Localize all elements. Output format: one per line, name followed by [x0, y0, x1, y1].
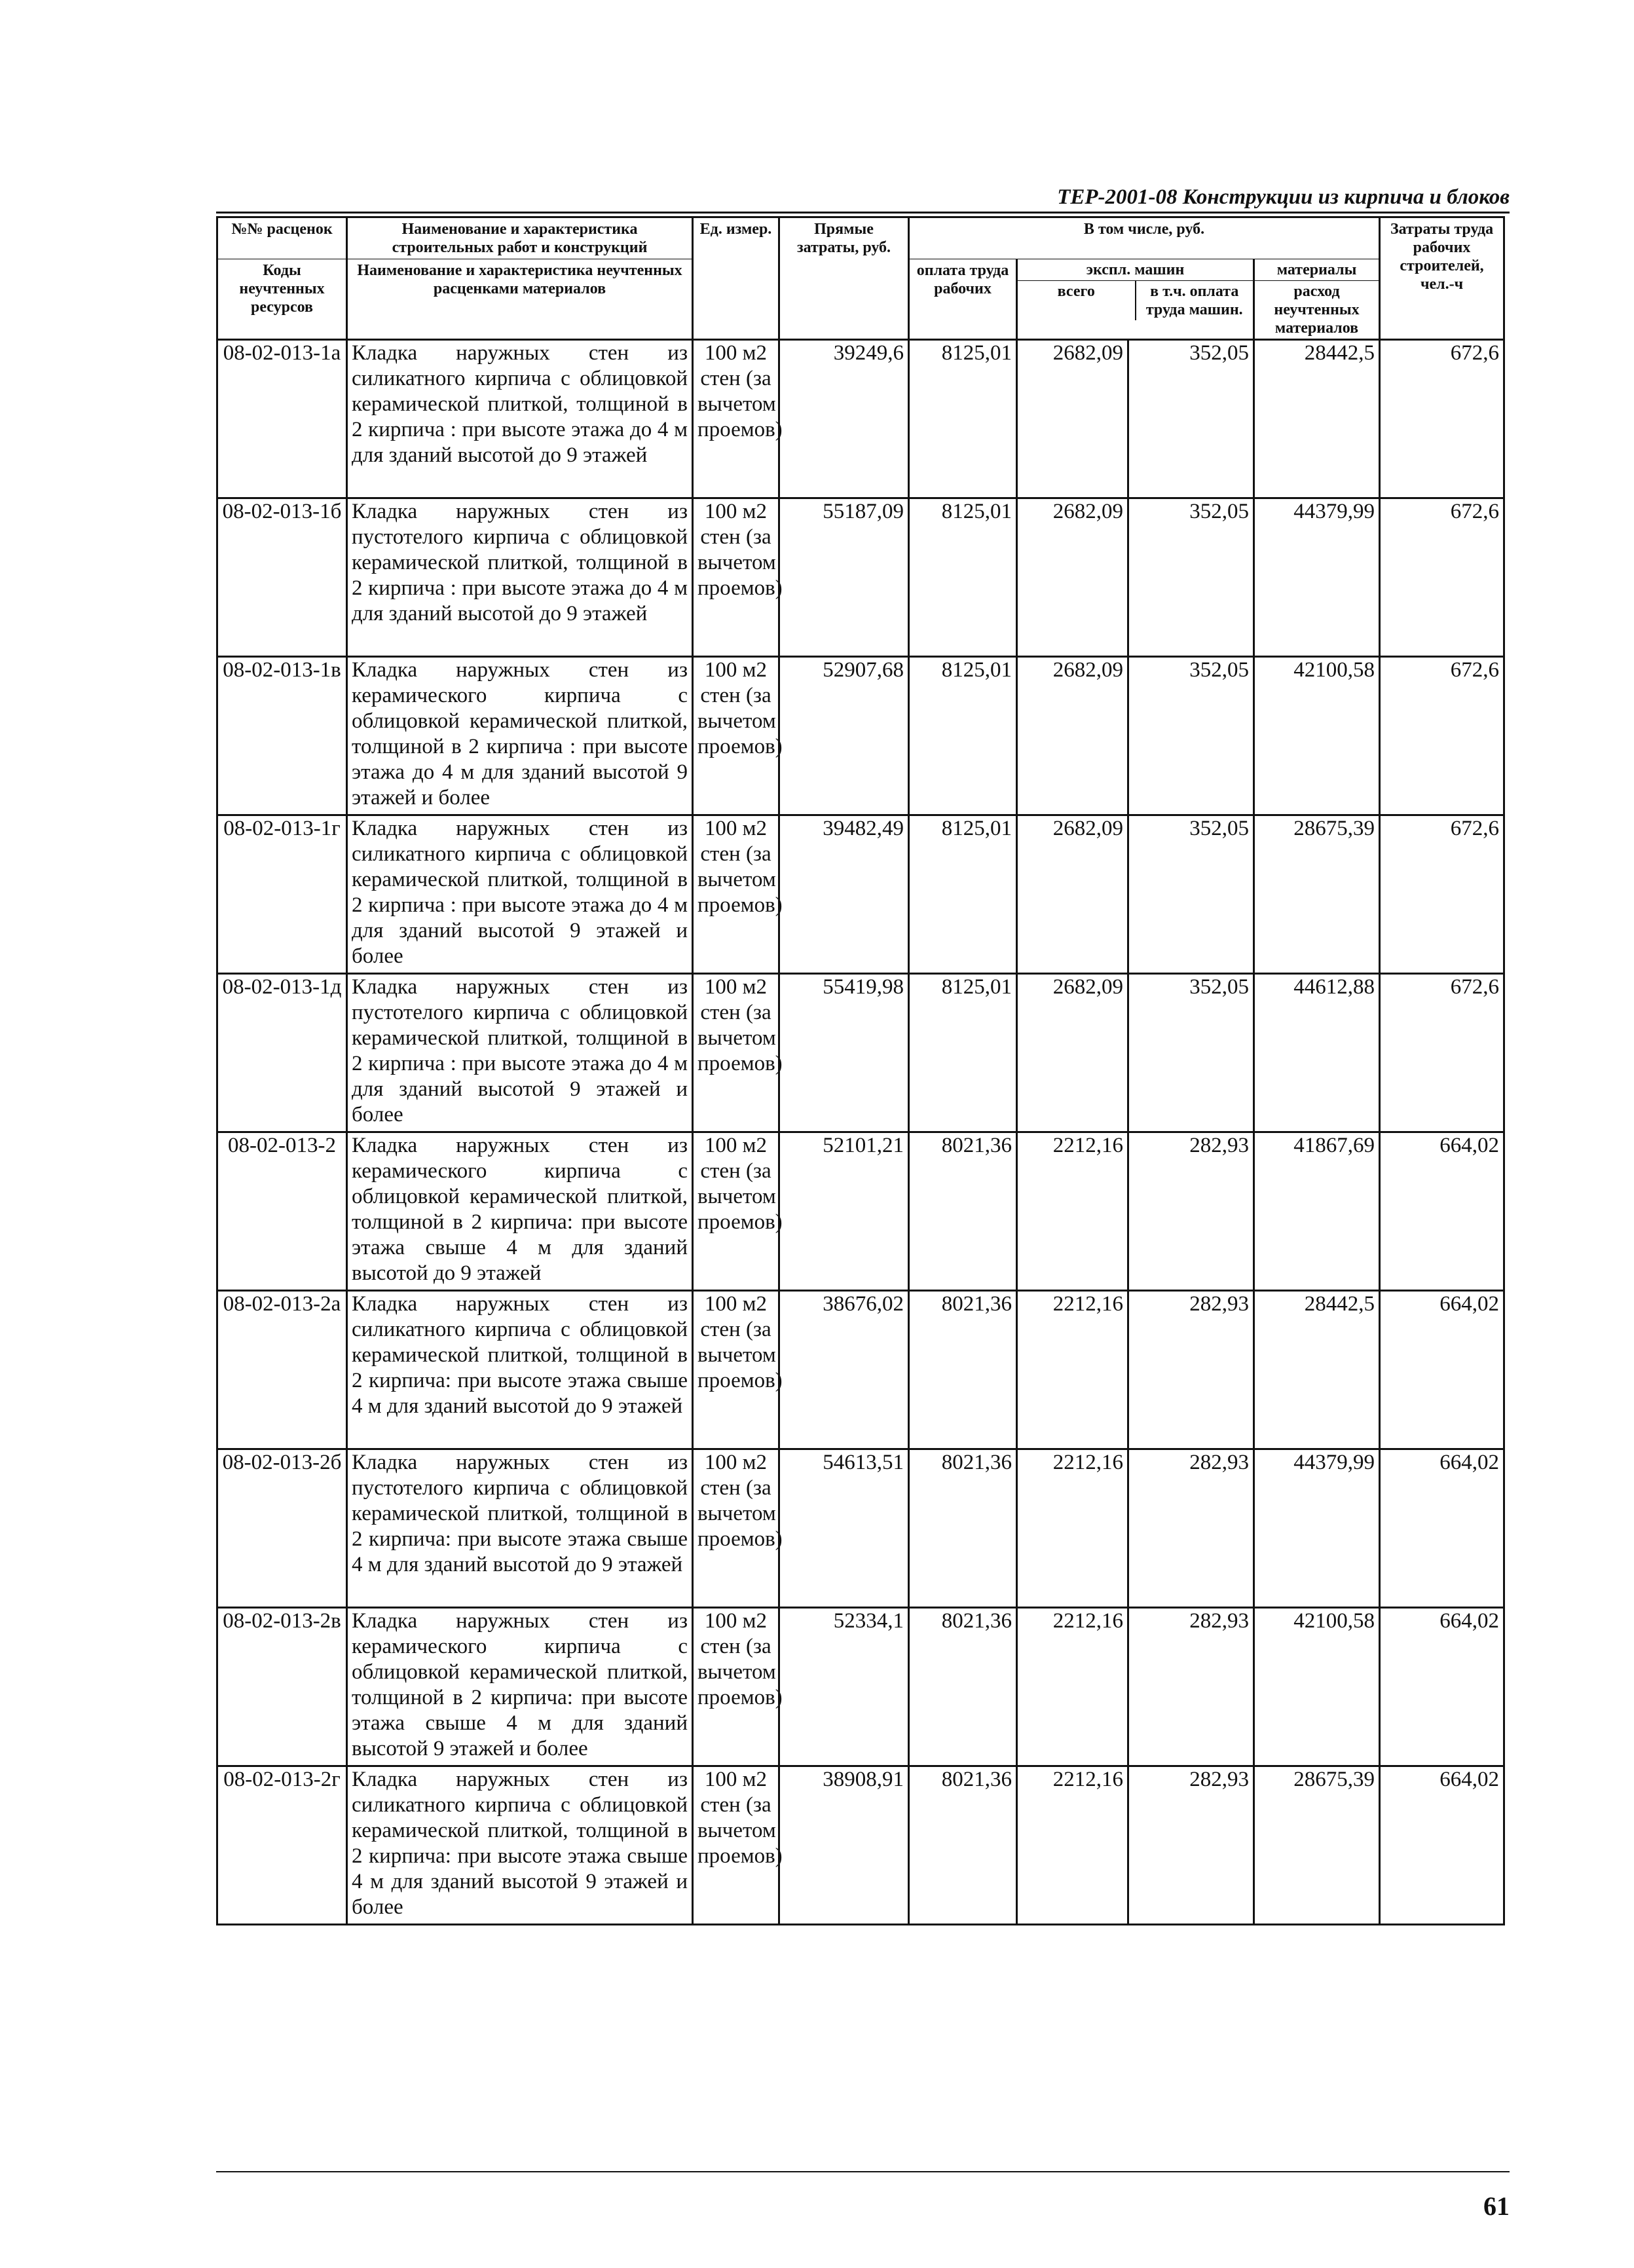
- table-row: [217, 1608, 1504, 1766]
- row-labor: 672,6: [1380, 657, 1504, 815]
- row-materials: 28675,39: [1254, 1766, 1380, 1925]
- row-machines-wage: 352,05: [1128, 657, 1254, 815]
- row-description: Кладка наружных стен из силикатного кирпича с облицовкой керамической плиткой, толщиной в 2 кирпича: при высоте этажа свыше 4 м для зданий высотой 9 этажей и более: [347, 1766, 693, 1925]
- row-direct-cost: 55187,09: [779, 498, 909, 657]
- header-rule: [216, 212, 1510, 214]
- row-code: 08-02-013-2г: [217, 1766, 347, 1925]
- row-labor: 672,6: [1380, 974, 1504, 1132]
- row-unit: 100 м2 стен (за вычетом проемов): [693, 340, 779, 498]
- page-number: 61: [1483, 2191, 1510, 2221]
- row-unit: 100 м2 стен (за вычетом проемов): [693, 1291, 779, 1449]
- row-direct-cost: 55419,98: [779, 974, 909, 1132]
- row-code: 08-02-013-1г: [217, 815, 347, 974]
- row-description: Кладка наружных стен из керамического кирпича с облицовкой керамической плиткой, толщиной в 2 кирпича: при высоте этажа свыше 4 м для зданий высотой 9 этажей и более: [347, 1608, 693, 1766]
- row-machines-total: 2212,16: [1017, 1608, 1128, 1766]
- row-direct-cost: 38676,02: [779, 1291, 909, 1449]
- row-unit: 100 м2 стен (за вычетом проемов): [693, 815, 779, 974]
- col-machines-wage-label: в т.ч. оплата труда машин.: [1145, 283, 1243, 318]
- row-wage: 8021,36: [909, 1766, 1017, 1925]
- row-description: Кладка наружных стен из силикатного кирпича с облицовкой керамической плиткой, толщиной в 2 кирпича : при высоте этажа до 4 м для зданий высотой до 9 этажей: [347, 340, 693, 498]
- row-wage: 8021,36: [909, 1608, 1017, 1766]
- row-wage: 8021,36: [909, 1132, 1017, 1291]
- row-machines-total: 2212,16: [1017, 1291, 1128, 1449]
- row-description: Кладка наружных стен из пустотелого кирпича с облицовкой керамической плиткой, толщиной в 2 кирпича : при высоте этажа до 4 м для зданий высотой 9 этажей и более: [347, 974, 693, 1132]
- table-row: [217, 1449, 1504, 1608]
- row-code: 08-02-013-1а: [217, 340, 347, 498]
- col-materials-label: материалы: [1255, 259, 1379, 281]
- col-group-header: В том числе, руб.: [909, 217, 1380, 259]
- row-materials: 41867,69: [1254, 1132, 1380, 1291]
- row-description: Кладка наружных стен из пустотелого кирпича с облицовкой керамической плиткой, толщиной в 2 кирпича : при высоте этажа до 4 м для зданий высотой до 9 этажей: [347, 498, 693, 657]
- row-machines-total: 2682,09: [1017, 974, 1128, 1132]
- rates-table: [216, 216, 1505, 1925]
- row-labor: 672,6: [1380, 815, 1504, 974]
- table-row: [217, 1132, 1504, 1291]
- row-wage: 8125,01: [909, 340, 1017, 498]
- row-direct-cost: 38908,91: [779, 1766, 909, 1925]
- row-description: Кладка наружных стен из пустотелого кирпича с облицовкой керамической плиткой, толщиной в 2 кирпича: при высоте этажа свыше 4 м для зданий высотой до 9 этажей: [347, 1449, 693, 1608]
- row-materials: 28442,5: [1254, 340, 1380, 498]
- row-labor: 664,02: [1380, 1766, 1504, 1925]
- table-row: [217, 1766, 1504, 1925]
- row-machines-wage: 282,93: [1128, 1608, 1254, 1766]
- row-machines-wage: 352,05: [1128, 815, 1254, 974]
- row-description: Кладка наружных стен из силикатного кирпича с облицовкой керамической плиткой, толщиной в 2 кирпича : при высоте этажа до 4 м для зданий высотой 9 этажей и более: [347, 815, 693, 974]
- col-wage-label: оплата труда рабочих: [916, 262, 1009, 297]
- row-wage: 8021,36: [909, 1449, 1017, 1608]
- row-machines-total: 2212,16: [1017, 1766, 1128, 1925]
- row-direct-cost: 52907,68: [779, 657, 909, 815]
- row-wage: 8125,01: [909, 974, 1017, 1132]
- col-name2-header: Наименование и характеристика неучтенных расценками материалов: [347, 259, 693, 340]
- col-direct-header: Прямые затраты, руб.: [779, 217, 909, 340]
- table-row: [217, 657, 1504, 815]
- row-machines-total: 2682,09: [1017, 657, 1128, 815]
- row-machines-total: 2682,09: [1017, 815, 1128, 974]
- row-code: 08-02-013-2б: [217, 1449, 347, 1608]
- row-direct-cost: 52334,1: [779, 1608, 909, 1766]
- row-unit: 100 м2 стен (за вычетом проемов): [693, 1608, 779, 1766]
- row-description: Кладка наружных стен из керамического кирпича с облицовкой керамической плиткой, толщиной в 2 кирпича : при высоте этажа до 4 м для зданий высотой 9 этажей и более: [347, 657, 693, 815]
- row-code: 08-02-013-1в: [217, 657, 347, 815]
- row-machines-total: 2682,09: [1017, 498, 1128, 657]
- row-materials: 42100,58: [1254, 1608, 1380, 1766]
- row-direct-cost: 52101,21: [779, 1132, 909, 1291]
- row-machines-wage: 282,93: [1128, 1449, 1254, 1608]
- row-machines-wage: 282,93: [1128, 1132, 1254, 1291]
- col-unit-header: Ед. измер.: [693, 217, 779, 340]
- row-description: Кладка наружных стен из керамического кирпича с облицовкой керамической плиткой, толщиной в 2 кирпича: при высоте этажа свыше 4 м для зданий высотой до 9 этажей: [347, 1132, 693, 1291]
- row-machines-wage: 282,93: [1128, 1291, 1254, 1449]
- row-labor: 672,6: [1380, 498, 1504, 657]
- row-machines-total: 2212,16: [1017, 1132, 1128, 1291]
- row-labor: 664,02: [1380, 1132, 1504, 1291]
- col-codes-header: Коды неучтенных ресурсов: [217, 259, 347, 340]
- col-machines-total-label: всего: [1018, 281, 1136, 320]
- table-row: [217, 1291, 1504, 1449]
- row-wage: 8125,01: [909, 657, 1017, 815]
- col-num-header: №№ расценок: [217, 217, 347, 259]
- row-machines-wage: 352,05: [1128, 498, 1254, 657]
- row-machines-total: 2212,16: [1017, 1449, 1128, 1608]
- row-unit: 100 м2 стен (за вычетом проемов): [693, 974, 779, 1132]
- table-header-row: [217, 217, 1504, 259]
- row-materials: 44379,99: [1254, 498, 1380, 657]
- row-unit: 100 м2 стен (за вычетом проемов): [693, 1449, 779, 1608]
- row-machines-wage: 352,05: [1128, 974, 1254, 1132]
- row-materials: 42100,58: [1254, 657, 1380, 815]
- running-header: ТЕР-2001-08 Конструкции из кирпича и блоков: [1057, 185, 1510, 209]
- row-code: 08-02-013-2: [217, 1132, 347, 1291]
- row-materials: 28442,5: [1254, 1291, 1380, 1449]
- col-machines-label: экспл. машин: [1018, 259, 1253, 281]
- row-unit: 100 м2 стен (за вычетом проемов): [693, 657, 779, 815]
- row-code: 08-02-013-2а: [217, 1291, 347, 1449]
- table-row: [217, 974, 1504, 1132]
- row-description: Кладка наружных стен из силикатного кирпича с облицовкой керамической плиткой, толщиной в 2 кирпича: при высоте этажа свыше 4 м для зданий высотой до 9 этажей: [347, 1291, 693, 1449]
- row-unit: 100 м2 стен (за вычетом проемов): [693, 498, 779, 657]
- col-materials-header: [1254, 259, 1380, 340]
- table-row: [217, 498, 1504, 657]
- col-wage-header: [909, 259, 1017, 340]
- row-code: 08-02-013-2в: [217, 1608, 347, 1766]
- table-row: [217, 340, 1504, 498]
- row-wage: 8021,36: [909, 1291, 1017, 1449]
- row-materials: 44612,88: [1254, 974, 1380, 1132]
- col-materials-unacc-label: расход неучтенных материалов: [1274, 283, 1360, 337]
- col-name-header: Наименование и характеристика строительных работ и конструкций: [347, 217, 693, 259]
- row-labor: 672,6: [1380, 340, 1504, 498]
- row-direct-cost: 39249,6: [779, 340, 909, 498]
- col-labor-header: Затраты труда рабочих строителей, чел.-ч: [1380, 217, 1504, 340]
- row-unit: 100 м2 стен (за вычетом проемов): [693, 1766, 779, 1925]
- row-labor: 664,02: [1380, 1608, 1504, 1766]
- row-direct-cost: 39482,49: [779, 815, 909, 974]
- row-direct-cost: 54613,51: [779, 1449, 909, 1608]
- row-machines-wage: 282,93: [1128, 1766, 1254, 1925]
- row-unit: 100 м2 стен (за вычетом проемов): [693, 1132, 779, 1291]
- row-machines-wage: 352,05: [1128, 340, 1254, 498]
- row-materials: 28675,39: [1254, 815, 1380, 974]
- row-machines-total: 2682,09: [1017, 340, 1128, 498]
- table-row: [217, 815, 1504, 974]
- row-code: 08-02-013-1д: [217, 974, 347, 1132]
- row-labor: 664,02: [1380, 1291, 1504, 1449]
- row-wage: 8125,01: [909, 498, 1017, 657]
- col-machines-header: [1017, 259, 1254, 340]
- footer-rule: [216, 2171, 1510, 2172]
- row-materials: 44379,99: [1254, 1449, 1380, 1608]
- row-code: 08-02-013-1б: [217, 498, 347, 657]
- row-labor: 664,02: [1380, 1449, 1504, 1608]
- row-wage: 8125,01: [909, 815, 1017, 974]
